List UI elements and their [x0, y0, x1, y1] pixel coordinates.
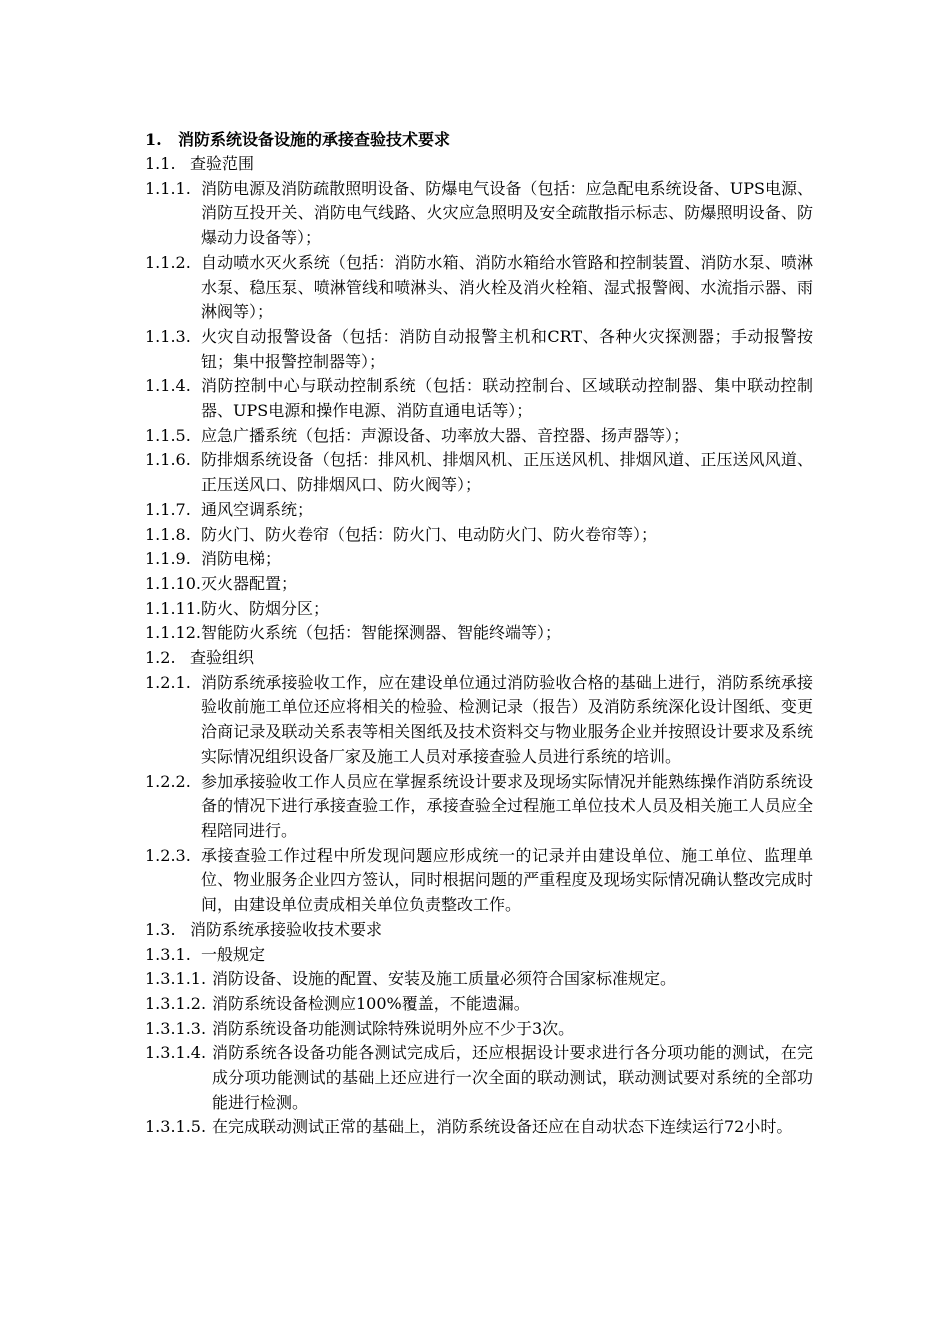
list-item: [145, 844, 813, 918]
item-number: 1.1.10.: [145, 573, 201, 593]
item-text: 查验范围: [190, 154, 255, 173]
item-number: 1.1.2.: [145, 252, 191, 272]
item-text: 消防系统承接验收技术要求: [190, 919, 383, 939]
item-text: 在完成联动测试正常的基础上，消防系统设备还应在自动状态下连续运行72小时。: [212, 1117, 793, 1137]
list-item: [145, 424, 813, 449]
list-item: [145, 374, 813, 423]
list-item: [145, 523, 813, 548]
item-number: 1.2.2.: [145, 771, 191, 791]
heading-title: 消防系统设备设施的承接查验技术要求: [178, 130, 451, 149]
item-number: 1.3.1.3.: [145, 1018, 207, 1038]
list-item: [145, 498, 813, 523]
list-item: [145, 967, 813, 992]
item-text: 一般规定: [201, 944, 266, 964]
item-text: 防火、防烟分区；: [201, 598, 330, 618]
list-item: [145, 992, 813, 1017]
list-item: [145, 177, 813, 251]
item-number: 1.1.1.: [145, 178, 191, 198]
list-item: [145, 547, 813, 572]
item-text: 火灾自动报警设备（包括：消防自动报警主机和CRT、各种火灾探测器；手动报警按钮；集中报警控制器等）；: [201, 326, 813, 371]
item-number: 1.2.3.: [145, 845, 191, 865]
section-heading: [145, 128, 813, 152]
item-text: 应急广播系统（包括：声源设备、功率放大器、音控器、扬声器等）；: [201, 425, 690, 445]
list-item: [145, 448, 813, 497]
item-text: 参加承接验收工作人员应在掌握系统设计要求及现场实际情况并能熟练操作消防系统设备的情况下进行承接查验工作，承接查验全过程施工单位技术人员及相关施工人员应全程陪同进行。: [201, 771, 813, 840]
list-item: [145, 770, 813, 844]
item-text: 通风空调系统；: [201, 499, 314, 519]
item-number: 1.3.1.1.: [145, 969, 207, 989]
item-text: 防排烟系统设备（包括：排风机、排烟风机、正压送风机、排烟风道、正压送风风道、正压送风口、防排烟风口、防火阀等）；: [201, 450, 813, 495]
item-number: 1.3.1.: [145, 944, 191, 964]
item-text: 消防电源及消防疏散照明设备、防爆电气设备（包括：应急配电系统设备、UPS电源、消防互投开关、消防电气线路、火灾应急照明及安全疏散指示标志、防爆照明设备、防爆动力设备等）；: [201, 178, 813, 248]
item-text: 灭火器配置；: [201, 573, 298, 593]
list-item: [145, 1017, 813, 1042]
list-item: [145, 251, 813, 325]
item-number: 1.1.5.: [145, 425, 191, 445]
item-text: 自动喷水灭火系统（包括：消防水箱、消防水箱给水管路和控制装置、消防水泵、喷淋水泵、稳压泵、喷淋管线和喷淋头、消火栓及消火栓箱、湿式报警阀、水流指示器、雨淋阀等）；: [201, 252, 813, 322]
item-number: 1.1.8.: [145, 524, 191, 544]
list-item: [145, 597, 813, 622]
item-text: 查验组织: [190, 648, 255, 668]
list-item: [145, 1115, 813, 1140]
item-text: 消防系统设备检测应100%覆盖，不能遗漏。: [212, 993, 530, 1013]
item-text: 消防设备、设施的配置、安装及施工质量必须符合国家标准规定。: [212, 969, 677, 989]
item-number: 1.1.9.: [145, 549, 191, 569]
list-item: [145, 325, 813, 374]
item-number: 1.3.1.4.: [145, 1043, 207, 1063]
list-item: [145, 572, 813, 597]
item-number: 1.1.: [145, 154, 176, 173]
heading-number: 1.: [145, 130, 162, 149]
item-text: 防火门、防火卷帘（包括：防火门、电动防火门、防火卷帘等）；: [201, 524, 658, 544]
list-item: [145, 1041, 813, 1115]
item-text: 消防系统各设备功能各测试完成后，还应根据设计要求进行各分项功能的测试，在完成分项功能测试的基础上还应进行一次全面的联动测试，联动测试要对系统的全部功能进行检测。: [212, 1043, 813, 1112]
item-text: 智能防火系统（包括：智能探测器、智能终端等）；: [201, 623, 562, 643]
item-text: 承接查验工作过程中所发现问题应形成统一的记录并由建设单位、施工单位、监理单位、物业服务企业四方签认，同时根据问题的严重程度及现场实际情况确认整改完成时间，由建设单位责成相关单位负责整改工作。: [201, 845, 813, 915]
item-number: 1.1.12.: [145, 623, 201, 643]
item-text: 消防电梯；: [201, 549, 282, 569]
list-item: [145, 646, 813, 671]
item-text: 消防系统设备功能测试除特殊说明外应不少于3次。: [212, 1018, 575, 1038]
item-text: 消防控制中心与联动控制系统（包括：联动控制台、区域联动控制器、集中联动控制器、UPS电源和操作电源、消防直通电话等）；: [201, 376, 813, 421]
list-item: [145, 152, 813, 177]
item-number: 1.3.1.5.: [145, 1117, 207, 1137]
list-item: [145, 621, 813, 646]
item-number: 1.3.: [145, 919, 176, 939]
item-number: 1.1.3.: [145, 326, 191, 346]
document-body: [145, 128, 813, 1140]
list-item: [145, 943, 813, 968]
item-number: 1.1.6.: [145, 450, 191, 470]
list-item: [145, 671, 813, 770]
item-text: 消防系统承接验收工作，应在建设单位通过消防验收合格的基础上进行，消防系统承接验收前施工单位还应将相关的检验、检测记录（报告）及消防系统深化设计图纸、变更洽商记录及联动关系表等相关图纸及技术资料交与物业服务企业并按照设计要求及系统实际情况组织设备厂家及施工人员对承接查验人员进行系统的培训。: [201, 672, 813, 766]
item-number: 1.3.1.2.: [145, 993, 207, 1013]
item-number: 1.1.4.: [145, 376, 191, 396]
item-number: 1.1.11.: [145, 598, 201, 618]
item-number: 1.2.: [145, 648, 176, 668]
item-number: 1.1.7.: [145, 499, 191, 519]
list-item: [145, 918, 813, 943]
item-number: 1.2.1.: [145, 672, 191, 692]
